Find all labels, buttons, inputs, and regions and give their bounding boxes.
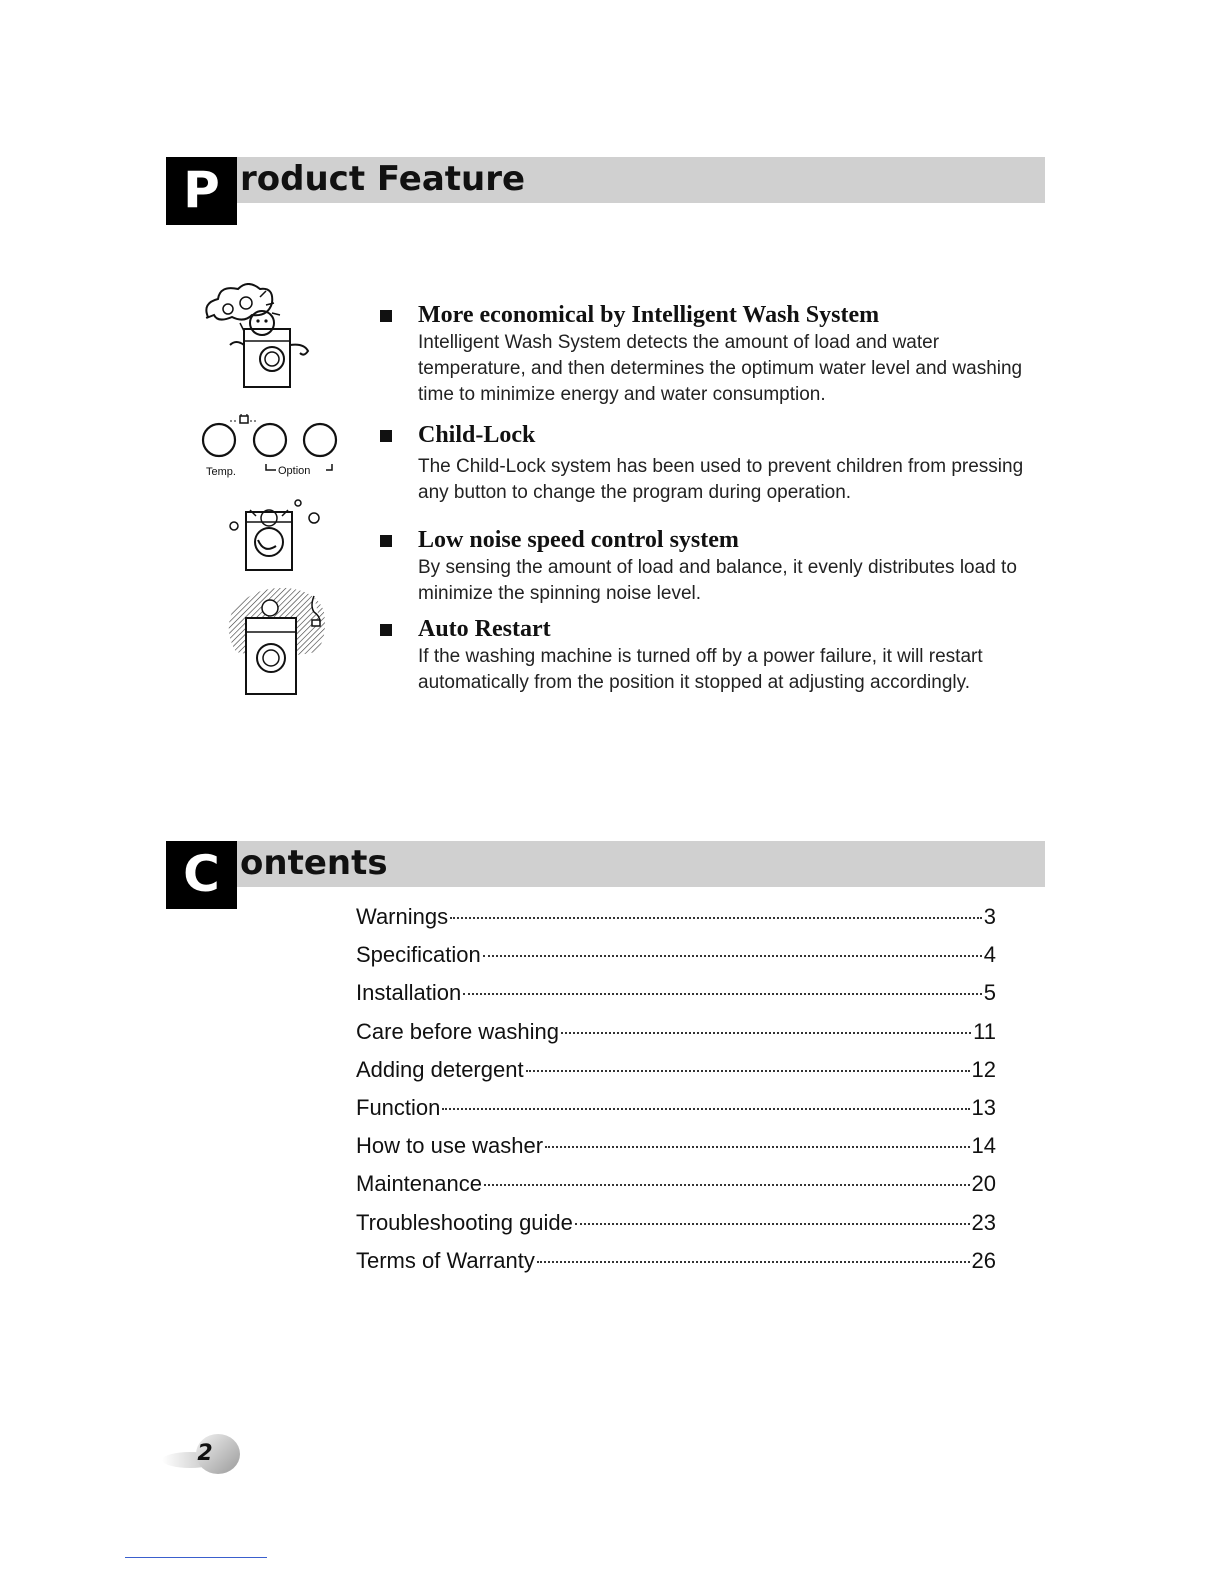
square-bullet-icon [380,430,392,442]
feature-heading: More economical by Intelligent Wash System [378,300,1038,330]
product-feature-title: roduct Feature [240,159,526,199]
feature-child-lock [378,420,1038,506]
toc-entry-specification[interactable]: Specification 4 [356,942,996,968]
toc-entry-how-to-use-washer[interactable]: How to use washer 14 [356,1133,996,1159]
feature-description: The Child-Lock system has been used to prevent children from pressing any button to change the program during operation. [418,456,1024,503]
washer-quiet-icon [226,496,326,574]
washer-power-failure-icon [218,582,330,697]
toc-entry-installation[interactable]: Installation 5 [356,980,996,1006]
square-bullet-icon [380,310,392,322]
toc-entry-terms-of-warranty[interactable]: Terms of Warranty 26 [356,1247,996,1273]
toc-entry-care-before-washing[interactable]: Care before washing 11 [356,1018,996,1044]
feature-description: By sensing the amount of load and balance, it evenly distributes load to minimize the spinning noise level. [418,557,1017,604]
footer-link-underline [125,1557,267,1558]
toc-entry-troubleshooting-guide[interactable]: Troubleshooting guide 23 [356,1209,996,1235]
feature-heading: Auto Restart [378,614,1038,644]
feature-heading: Low noise speed control system [378,525,1038,555]
feature-intelligent-wash [378,300,1038,408]
toc-entry-warnings[interactable]: Warnings 3 [356,904,996,929]
feature-description: Intelligent Wash System detects the amount of load and water temperature, and then determines the optimum water level and washing time to minimize energy and water consumption. [418,332,1023,405]
contents-initial: C [166,841,237,909]
feature-low-noise [378,525,1038,607]
control-buttons-lock-icon [200,414,345,480]
product-feature-initial: P [166,157,237,225]
feature-auto-restart [378,614,1038,696]
feature-heading: Child-Lock [378,420,1038,450]
washer-with-thought-bubble-icon [200,283,330,391]
option-label: Option [278,465,311,477]
table-of-contents [356,898,996,1280]
toc-entry-function[interactable]: Function 13 [356,1094,996,1120]
temp-label: Temp. [206,466,236,478]
feature-description: If the washing machine is turned off by a power failure, it will restart automatically from the position it stopped at adjusting accordingly. [418,646,983,693]
toc-entry-adding-detergent[interactable]: Adding detergent 12 [356,1056,996,1082]
contents-title: ontents [240,843,388,883]
page-number: 2 [197,1441,213,1466]
toc-entry-maintenance[interactable]: Maintenance 20 [356,1171,996,1197]
square-bullet-icon [380,535,392,547]
square-bullet-icon [380,624,392,636]
